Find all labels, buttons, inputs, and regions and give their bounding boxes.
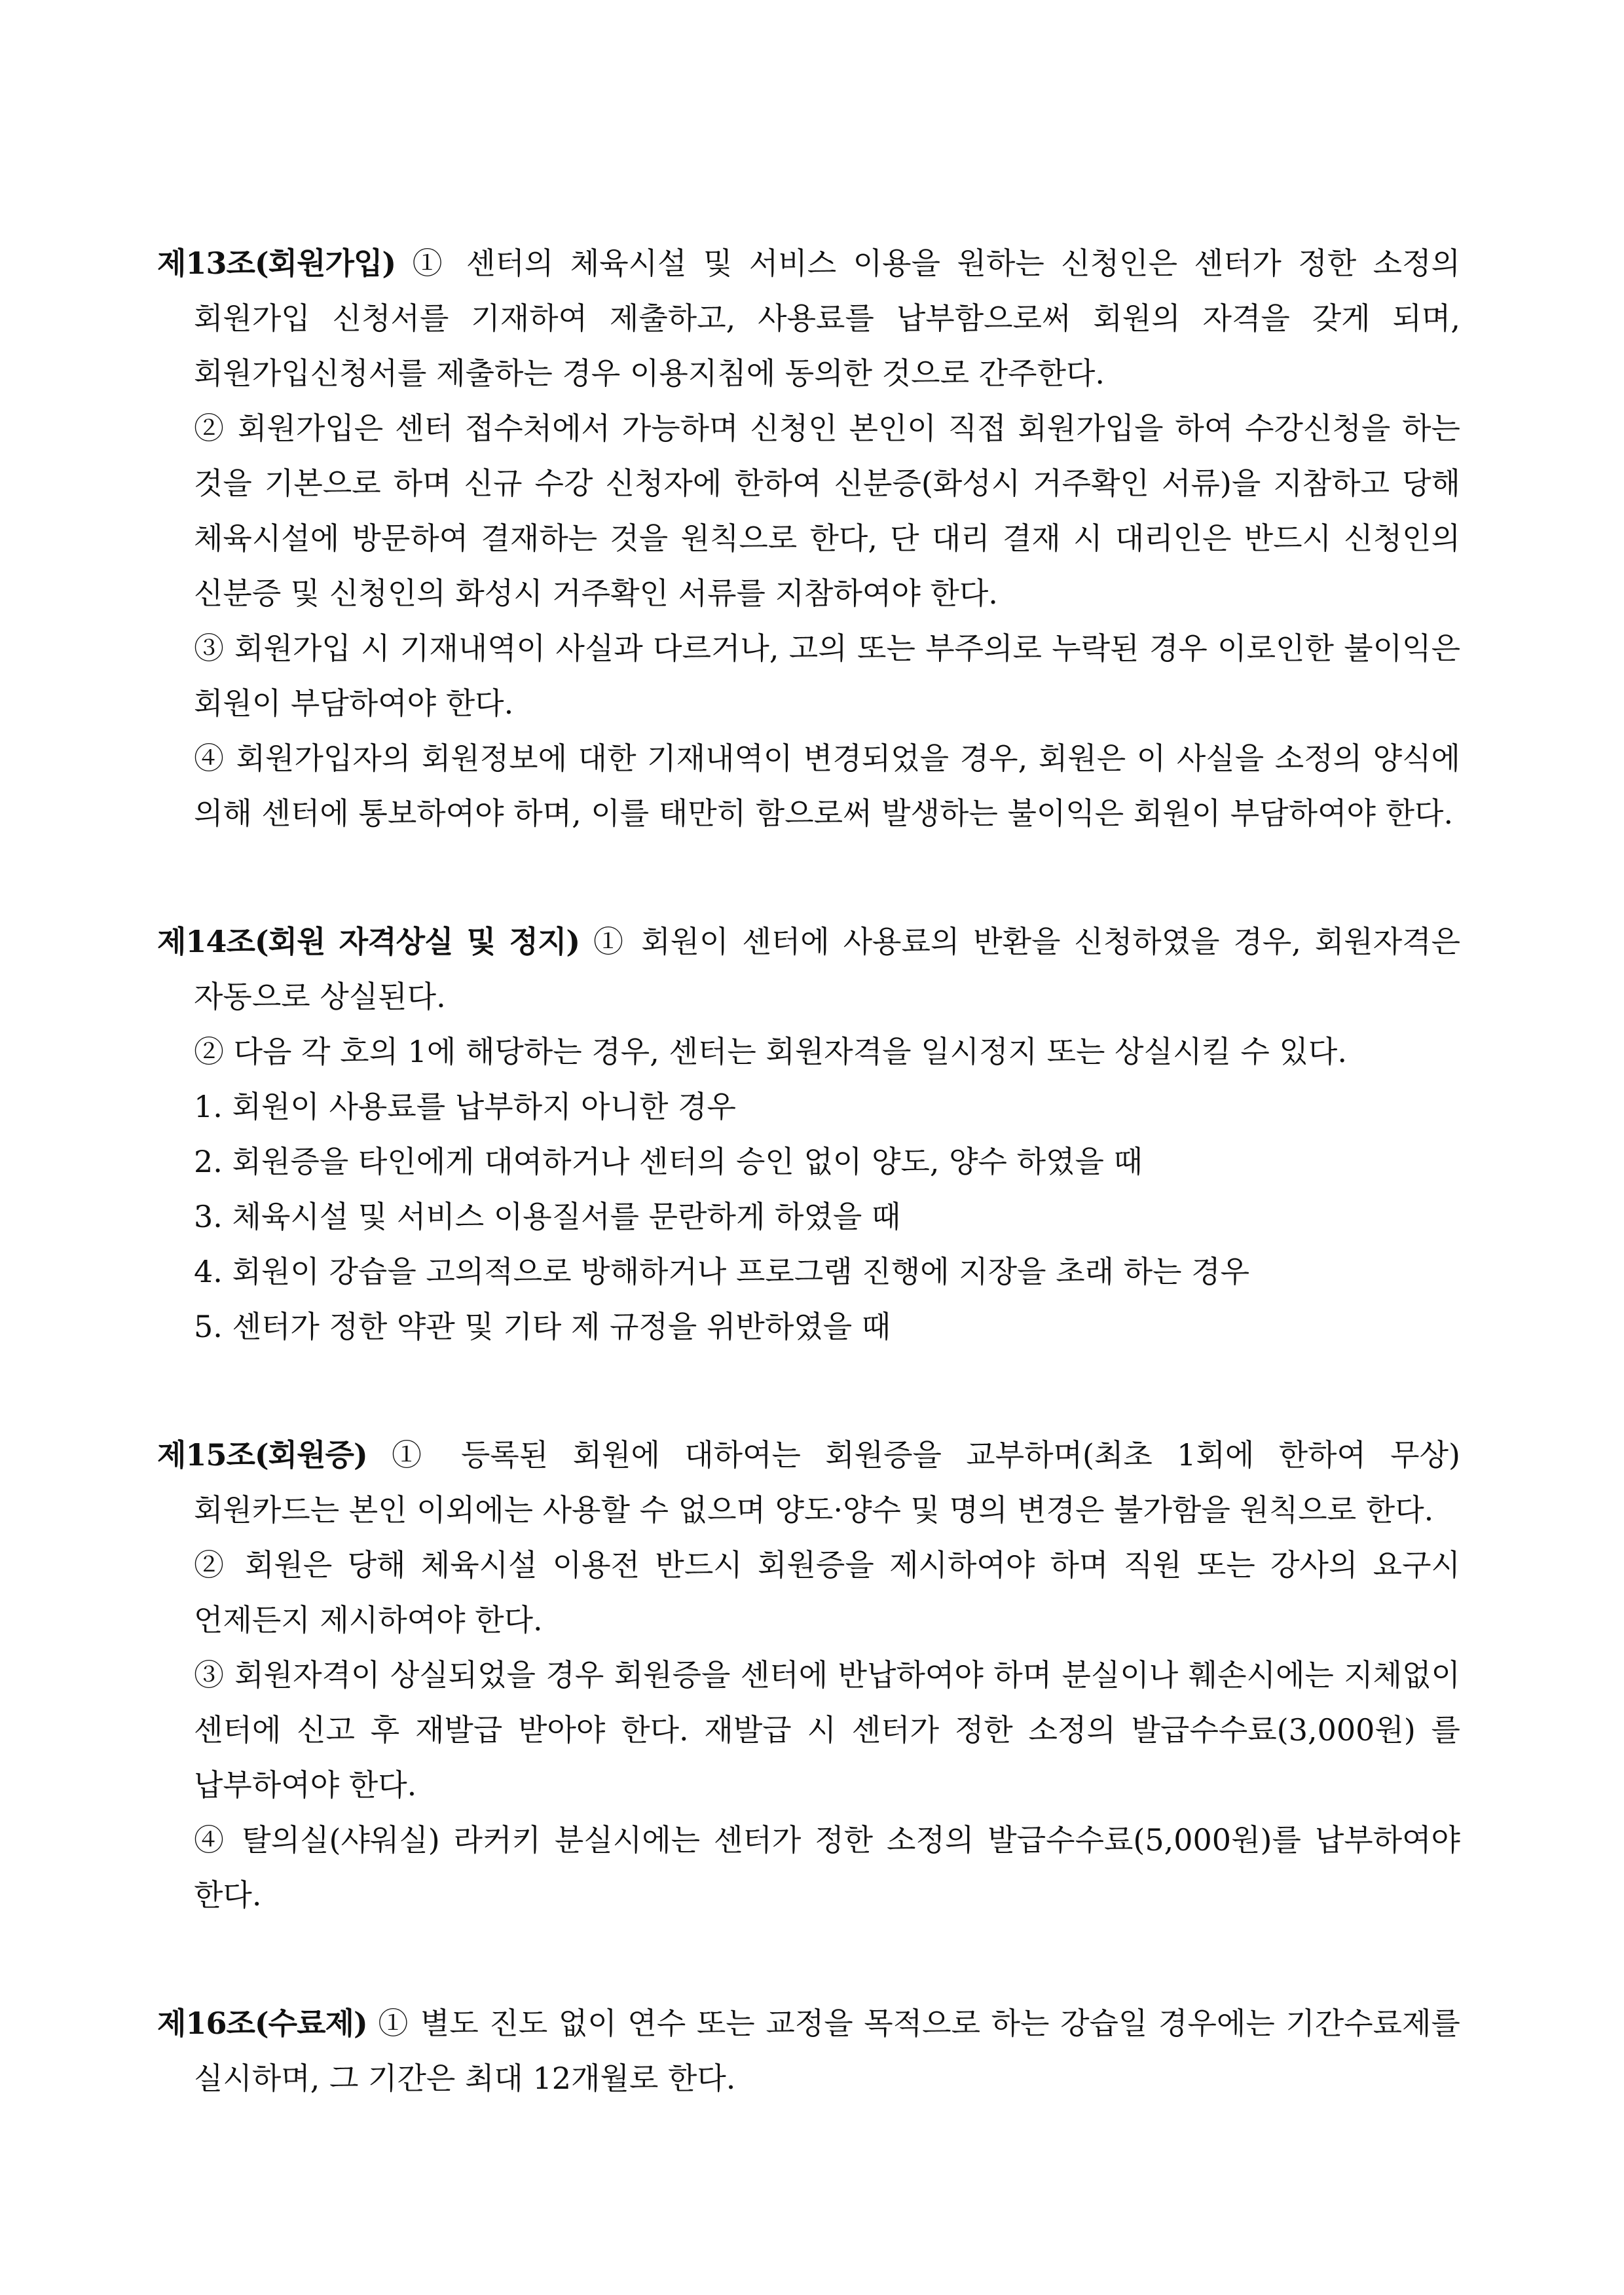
article-13 [157,236,1460,841]
article-14-heading: 제14조(회원 자격상실 및 정지) [157,924,580,959]
article-15-clause-3: ③ 회원자격이 상실되었을 경우 회원증을 센터에 반납하여야 하며 분실이나 훼손시에는 지체없이 센터에 신고 후 재발급 받아야 한다. 재발급 시 센터가 정한 소정의 발급수수료(3,000원) 를 납부하여야 한다. [194,1657,1460,1803]
article-13-clause-4: ④ 회원가입자의 회원정보에 대한 기재내역이 변경되었을 경우, 회원은 이 사실을 소정의 양식에 의해 센터에 통보하여야 하며, 이를 태만히 함으로써 발생하는 불이익은 회원이 부담하여야 한다. [194,741,1460,831]
article-14-item-3: 3. 체육시설 및 서비스 이용질서를 문란하게 하였을 때 [194,1199,901,1234]
article-16-first-paragraph [157,1996,1460,2106]
article-15-first-paragraph [157,1427,1460,1537]
article-13-clause-3: ③ 회원가입 시 기재내역이 사실과 다르거나, 고의 또는 부주의로 누락된 경우 이로인한 불이익은 회원이 부담하여야 한다. [194,631,1460,721]
article-15-clause-4: ④ 탈의실(샤워실) 라커키 분실시에는 센터가 정한 소정의 발급수수료(5,000원)를 납부하여야 한다. [194,1822,1460,1913]
article-13-clause-2: ② 회원가입은 센터 접수처에서 가능하며 신청인 본인이 직접 회원가입을 하여 수강신청을 하는 것을 기본으로 하며 신규 수강 신청자에 한하여 신분증(화성시 거주확인 서류)을 지참하고 당해 체육시설에 방문하여 결재하는 것을 원칙으로 한다, 단 대리 결재 시 대리인은 반드시 신청인의 신분증 및 신청인의 화성시 거주확인 서류를 지참하여야 한다. [194,411,1460,611]
article-14-first-paragraph [157,914,1460,1024]
article-16 [157,1996,1460,2106]
article-15-heading: 제15조(회원증) [157,1437,367,1473]
article-14-item-1: 1. 회원이 사용료를 납부하지 아니한 경우 [194,1089,736,1124]
article-15 [157,1427,1460,1922]
article-14-clause-2: ② 다음 각 호의 1에 해당하는 경우, 센터는 회원자격을 일시정지 또는 상실시킬 수 있다. [194,1034,1347,1069]
article-13-clause-1: ① 센터의 체육시설 및 서비스 이용을 원하는 신청인은 센터가 정한 소정의 회원가입 신청서를 기재하여 제출하고, 사용료를 납부함으로써 회원의 자격을 갖게 되며, 회원가입신청서를 제출하는 경우 이용지침에 동의한 것으로 간주한다. [194,246,1460,391]
document-page [157,236,1460,2179]
article-16-clause-1: ① 별도 진도 없이 연수 또는 교정을 목적으로 하는 강습일 경우에는 기간수료제를 실시하며, 그 기간은 최대 12개월로 한다. [194,2006,1460,2096]
article-16-heading: 제16조(수료제) [157,2006,367,2041]
article-13-heading: 제13조(회원가입) [157,246,396,281]
article-14-item-2: 2. 회원증을 타인에게 대여하거나 센터의 승인 없이 양도, 양수 하였을 때 [194,1144,1143,1179]
article-14-item-4: 4. 회원이 강습을 고의적으로 방해하거나 프로그램 진행에 지장을 초래 하는 경우 [194,1254,1250,1289]
article-14-clause-1: ① 회원이 센터에 사용료의 반환을 신청하였을 경우, 회원자격은 자동으로 상실된다. [194,924,1461,1014]
article-14-item-5: 5. 센터가 정한 약관 및 기타 제 규정을 위반하였을 때 [194,1309,891,1344]
article-14 [157,914,1460,1354]
article-13-first-paragraph [157,236,1460,401]
article-15-clause-2: ② 회원은 당해 체육시설 이용전 반드시 회원증을 제시하여야 하며 직원 또는 강사의 요구시 언제든지 제시하여야 한다. [194,1547,1460,1638]
article-15-clause-1: ① 등록된 회원에 대하여는 회원증을 교부하며(최초 1회에 한하여 무상) 회원카드는 본인 이외에는 사용할 수 없으며 양도·양수 및 명의 변경은 불가함을 원칙으로 한다. [194,1437,1460,1528]
